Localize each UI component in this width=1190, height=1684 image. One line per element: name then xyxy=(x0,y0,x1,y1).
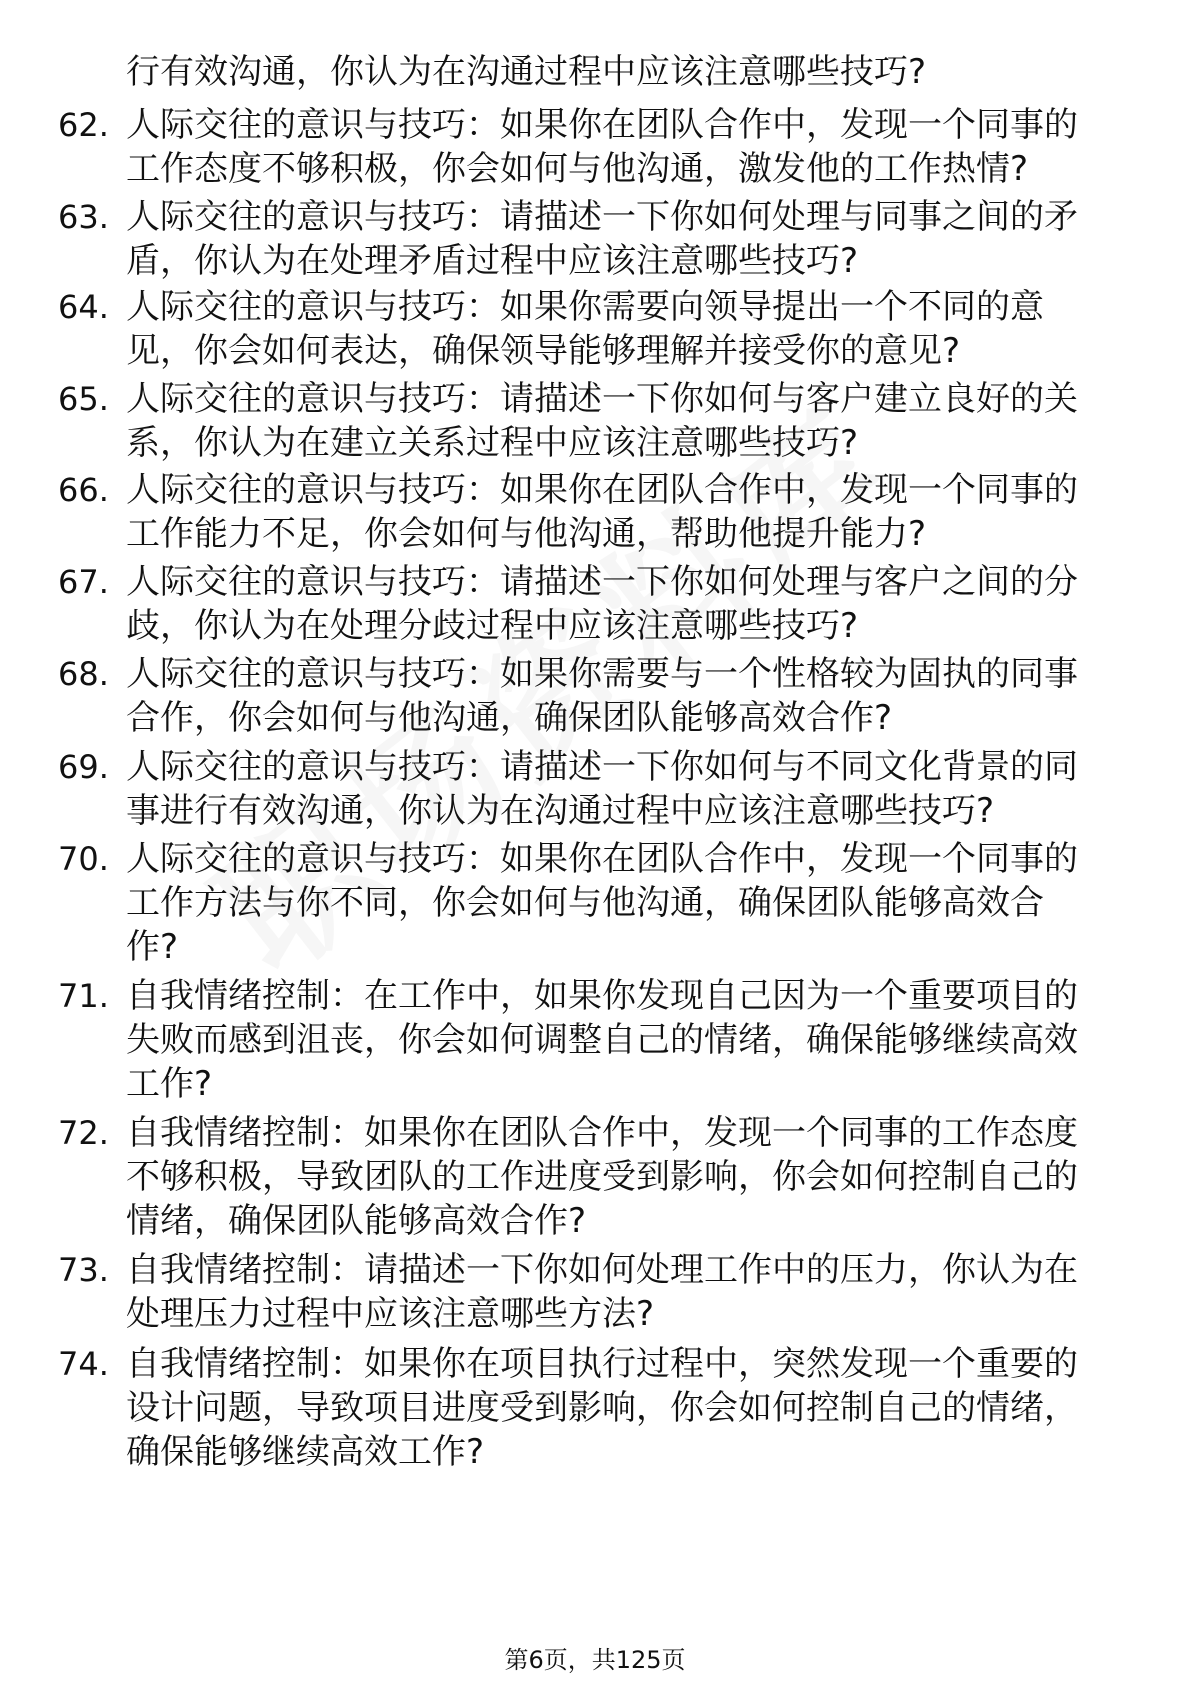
question-text xyxy=(126,652,1106,740)
question-text xyxy=(126,195,1106,283)
question-line: 人际交往的意识与技巧：请描述一下你如何处理与同事之间的矛 xyxy=(126,197,1078,237)
question-line: 合作，你会如何与他沟通，确保团队能够高效合作? xyxy=(126,698,893,738)
question-line: 人际交往的意识与技巧：如果你在团队合作中，发现一个同事的 xyxy=(126,105,1078,145)
question-line: 自我情绪控制：请描述一下你如何处理工作中的压力，你认为在 xyxy=(126,1250,1078,1290)
question-number: 62. xyxy=(58,106,109,144)
question-line: 系，你认为在建立关系过程中应该注意哪些技巧? xyxy=(126,423,859,463)
question-line: 歧，你认为在处理分歧过程中应该注意哪些技巧? xyxy=(126,606,859,646)
question-text xyxy=(126,1111,1106,1243)
question-number: 69. xyxy=(58,748,109,786)
question-line: 人际交往的意识与技巧：请描述一下你如何与客户建立良好的关 xyxy=(126,379,1078,419)
question-number: 71. xyxy=(58,977,109,1015)
question-text xyxy=(126,468,1106,556)
question-text xyxy=(126,974,1106,1106)
question-number: 74. xyxy=(58,1345,109,1383)
question-text xyxy=(126,1342,1106,1474)
question-text xyxy=(126,837,1106,969)
question-line: 情绪，确保团队能够高效合作? xyxy=(126,1201,587,1241)
question-line: 自我情绪控制：在工作中，如果你发现自己因为一个重要项目的 xyxy=(126,976,1078,1016)
question-line: 设计问题，导致项目进度受到影响，你会如何控制自己的情绪， xyxy=(126,1388,1078,1428)
question-line: 工作方法与你不同，你会如何与他沟通，确保团队能够高效合 xyxy=(126,883,1044,923)
question-line: 人际交往的意识与技巧：如果你需要向领导提出一个不同的意 xyxy=(126,287,1044,327)
question-line: 人际交往的意识与技巧：如果你需要与一个性格较为固执的同事 xyxy=(126,654,1078,694)
continuation-line: 行有效沟通，你认为在沟通过程中应该注意哪些技巧? xyxy=(126,52,927,92)
question-number: 73. xyxy=(58,1251,109,1289)
question-line: 工作能力不足，你会如何与他沟通，帮助他提升能力? xyxy=(126,514,927,554)
question-line: 盾，你认为在处理矛盾过程中应该注意哪些技巧? xyxy=(126,241,859,281)
question-line: 见，你会如何表达，确保领导能够理解并接受你的意见? xyxy=(126,331,961,371)
question-line: 人际交往的意识与技巧：如果你在团队合作中，发现一个同事的 xyxy=(126,839,1078,879)
question-line: 不够积极，导致团队的工作进度受到影响，你会如何控制自己的 xyxy=(126,1157,1078,1197)
question-number: 64. xyxy=(58,288,109,326)
question-text xyxy=(126,103,1106,191)
question-line: 人际交往的意识与技巧：如果你在团队合作中，发现一个同事的 xyxy=(126,470,1078,510)
question-number: 68. xyxy=(58,655,109,693)
question-number: 65. xyxy=(58,380,109,418)
question-text xyxy=(126,377,1106,465)
question-line: 工作? xyxy=(126,1064,213,1104)
question-line: 确保能够继续高效工作? xyxy=(126,1432,485,1472)
question-line: 人际交往的意识与技巧：请描述一下你如何与不同文化背景的同 xyxy=(126,747,1078,787)
page-footer: 第6页，共125页 xyxy=(504,1646,686,1674)
question-number: 70. xyxy=(58,840,109,878)
question-number: 72. xyxy=(58,1114,109,1152)
question-line: 事进行有效沟通，你认为在沟通过程中应该注意哪些技巧? xyxy=(126,791,995,831)
question-line: 自我情绪控制：如果你在团队合作中，发现一个同事的工作态度 xyxy=(126,1113,1078,1153)
question-line: 人际交往的意识与技巧：请描述一下你如何处理与客户之间的分 xyxy=(126,562,1078,602)
question-line: 工作态度不够积极，你会如何与他沟通，激发他的工作热情? xyxy=(126,149,1029,189)
question-text xyxy=(126,745,1106,833)
question-number: 66. xyxy=(58,471,109,509)
question-line: 失败而感到沮丧，你会如何调整自己的情绪，确保能够继续高效 xyxy=(126,1020,1078,1060)
question-number: 63. xyxy=(58,198,109,236)
question-text xyxy=(126,1248,1106,1336)
question-text xyxy=(126,285,1106,373)
question-line: 处理压力过程中应该注意哪些方法? xyxy=(126,1294,655,1334)
question-number: 67. xyxy=(58,563,109,601)
question-line: 作? xyxy=(126,927,179,967)
question-line: 自我情绪控制：如果你在项目执行过程中，突然发现一个重要的 xyxy=(126,1344,1078,1384)
question-text xyxy=(126,560,1106,648)
